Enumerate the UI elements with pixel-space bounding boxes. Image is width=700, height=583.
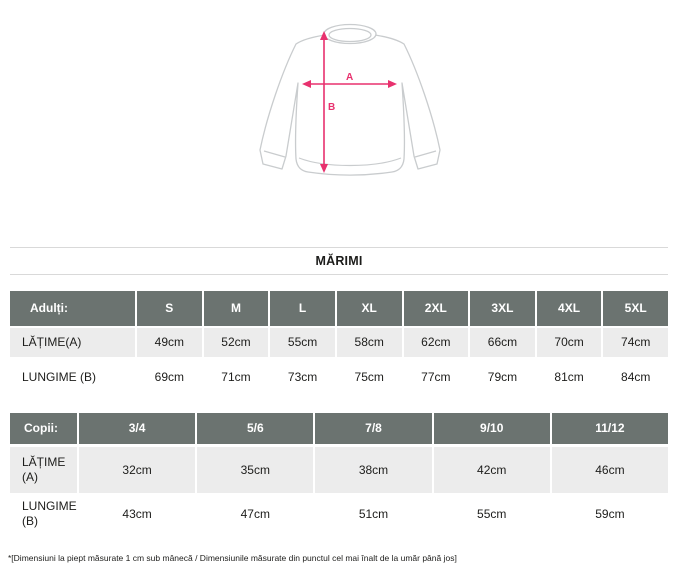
- adults-length-3xl: 79cm: [487, 369, 518, 384]
- children-width-label: LĂȚIME (A): [10, 447, 77, 493]
- adults-header-label: Adulți:: [10, 291, 135, 326]
- length-label-b: B: [328, 102, 336, 113]
- children-size-9-10: 9/10: [434, 413, 550, 444]
- adults-size-m: M: [204, 291, 269, 326]
- adults-size-2xl: 2XL: [404, 291, 469, 326]
- width-label-a: A: [346, 72, 354, 83]
- collar-inner: [329, 29, 371, 42]
- children-length-3-4: 43cm: [122, 506, 152, 521]
- adults-length-2xl: 77cm: [421, 369, 451, 384]
- adults-width-5xl: 74cm: [603, 328, 668, 357]
- measurement-footnote: *[Dimensiuni la piept măsurate 1 cm sub mânecă / Dimensiunile măsurate din punctul cel mai înalt de la umăr până jos]: [8, 553, 457, 563]
- children-width-11-12: 46cm: [552, 447, 668, 493]
- adults-length-4xl: 81cm: [554, 369, 584, 384]
- adults-length-s: 69cm: [154, 369, 184, 384]
- shirt-body: [260, 33, 440, 175]
- children-width-5-6: 35cm: [197, 447, 313, 493]
- children-header-row: [10, 413, 668, 444]
- children-size-5-6: 5/6: [197, 413, 313, 444]
- children-size-3-4: 3/4: [79, 413, 195, 444]
- section-title: MĂRIMI: [10, 247, 668, 275]
- adults-width-3xl: 66cm: [470, 328, 535, 357]
- adults-width-label: LĂȚIME(A): [10, 328, 135, 357]
- adults-width-4xl: 70cm: [537, 328, 602, 357]
- adults-length-row: [10, 359, 668, 395]
- adults-size-4xl: 4XL: [537, 291, 602, 326]
- children-length-9-10: 55cm: [477, 506, 507, 521]
- children-length-7-8: 51cm: [358, 506, 389, 521]
- adults-width-row: [10, 328, 668, 357]
- adults-length-l: 73cm: [287, 369, 318, 384]
- children-width-9-10: 42cm: [434, 447, 550, 493]
- children-header-label: Copii:: [10, 413, 77, 444]
- children-size-7-8: 7/8: [315, 413, 431, 444]
- adults-length-label: LUNGIME (B): [22, 369, 97, 384]
- adults-width-m: 52cm: [204, 328, 269, 357]
- adults-size-5xl: 5XL: [603, 291, 668, 326]
- children-size-11-12: 11/12: [552, 413, 668, 444]
- adults-length-xl: 75cm: [354, 369, 384, 384]
- adults-width-s: 49cm: [137, 328, 202, 357]
- adults-size-l: L: [270, 291, 335, 326]
- children-width-row: [10, 447, 668, 493]
- adults-size-s: S: [137, 291, 202, 326]
- adults-length-5xl: 84cm: [621, 369, 651, 384]
- children-width-7-8: 38cm: [315, 447, 431, 493]
- adults-size-xl: XL: [337, 291, 402, 326]
- shirt-measurement-diagram: [250, 10, 450, 182]
- children-length-11-12: 59cm: [595, 506, 625, 521]
- shirt-drawing: [260, 25, 440, 176]
- children-length-label: LUNGIME (B): [22, 499, 77, 528]
- adults-width-xl: 58cm: [337, 328, 402, 357]
- adults-width-2xl: 62cm: [404, 328, 469, 357]
- adults-size-3xl: 3XL: [470, 291, 535, 326]
- children-width-3-4: 32cm: [79, 447, 195, 493]
- children-length-row: [10, 493, 668, 535]
- adults-header-row: [10, 291, 668, 326]
- adults-length-m: 71cm: [221, 369, 251, 384]
- children-length-5-6: 47cm: [240, 506, 270, 521]
- adults-width-l: 55cm: [270, 328, 335, 357]
